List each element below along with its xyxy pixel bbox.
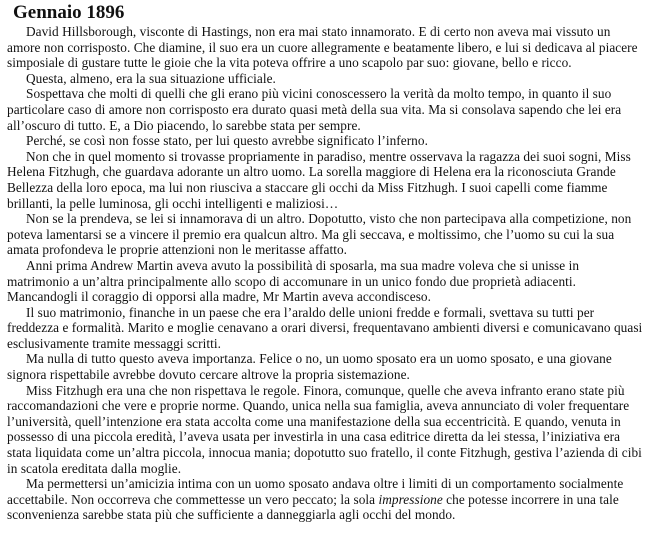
chapter-body <box>7 24 643 523</box>
paragraph <box>7 24 643 71</box>
paragraph <box>7 476 643 523</box>
paragraph <box>7 211 643 258</box>
paragraph <box>7 383 643 477</box>
paragraph-text: Miss Fitzhugh era una che non rispettava le regole. Finora, comunque, quelle che aveva infranto erano state più raccomandazioni che vere e proprie norme. Quando, unica nella sua famiglia, aveva annunciato di voler frequentare l’università, quell’intenzione era stata accolta come una manifestazione della sua eccentricità. E quando, venuta in possesso di una piccola eredità, l’aveva usata per investirla in una casa editrice diretta da lei stessa, l’iniziativa era stata liquidata come un’altra piccola, innocua mania; dopotutto suo fratello, il conte Fitzhugh, gestiva l’azienda di cibi in scatola ereditata dalla moglie. <box>7 382 642 476</box>
paragraph <box>7 133 643 149</box>
paragraph-text: Anni prima Andrew Martin aveva avuto la possibilità di sposarla, ma sua madre voleva che si unisse in matrimonio a un’altra principalmente allo scopo di accomunare in un unico fondo due proprietà adiacenti. Mancandogli il coraggio di opporsi alla madre, Mr Martin aveva accondisceso. <box>7 257 580 305</box>
paragraph-text: Ma permettersi un’amicizia intima con un uomo sposato andava oltre i limiti di un comportamento socialmente accettabile. Non occorreva che commettesse un vero peccato; la sola <box>7 476 624 507</box>
paragraph-text: che potesse incorrere in una tale sconvenienza sarebbe stata più che sufficiente a danneggiarla agli occhi del mondo. <box>7 491 619 523</box>
paragraph-text: Sospettava che molti di quelli che gli erano più vicini conoscessero la verità da molto tempo, in quanto il suo particolare caso di amore non corrisposto era durato quasi metà della sua vita. Ma si consolava sapendo che lei era all’oscuro di tutto. E, a Dio piacendo, lo sarebbe stata per sempre. <box>7 86 622 133</box>
paragraph-text: David Hillsborough, visconte di Hastings, non era mai stato innamorato. E di certo non aveva mai vissuto un amore non corrisposto. Che diamine, il suo era un cuore allegramente e beatamente libero, e lui si dedicava al piacere simposiale di gustare tutte le gioie che la vita poteva offrire a uno scapolo par suo: giovane, bello e ricco. <box>7 24 638 71</box>
paragraph-text: Perché, se così non fosse stato, per lui questo avrebbe significato l’inferno. <box>26 133 428 149</box>
paragraph <box>7 86 643 133</box>
paragraph <box>7 149 643 211</box>
paragraph <box>7 258 643 305</box>
paragraph-text: Non che in quel momento si trovasse propriamente in paradiso, mentre osservava la ragazza dei suoi sogni, Miss Helena Fitzhugh, che guardava adorante un altro uomo. La sorella maggiore di Helena era la riconosciuta Grande Bellezza della loro epoca, ma lui non riusciva a staccare gli occhi da Miss Fitzhugh. I suoi capelli come fiamme brillanti, la pelle luminosa, gli occhi intelligenti e maliziosi… <box>7 148 631 211</box>
chapter-title: Gennaio 1896 <box>13 2 125 23</box>
emphasized-word: impressione <box>378 491 443 507</box>
book-page <box>7 2 643 523</box>
paragraph <box>7 351 643 382</box>
paragraph-text: Il suo matrimonio, finanche in un paese che era l’araldo delle unioni fredde e formali, svettava su tutti per freddezza e formalità. Marito e moglie cenavano a orari diversi, frequentavano ambienti diversi e comunicavano quasi esclusivamente tramite messaggi scritti. <box>7 304 643 351</box>
paragraph-text: Non se la prendeva, se lei si innamorava di un altro. Dopotutto, visto che non partecipava alla competizione, non poteva lamentarsi se a vincere il premio era qualcun altro. Ma gli seccava, e moltissimo, che l’uomo su cui la sua amata profondeva le proprie attenzioni non le meritasse affatto. <box>7 211 632 258</box>
paragraph-text: Ma nulla di tutto questo aveva importanza. Felice o no, un uomo sposato era un uomo sposato, e una giovane signora rispettabile avrebbe dovuto cercare altrove la propria sistemazione. <box>7 351 612 383</box>
paragraph <box>7 305 643 352</box>
paragraph-text: Questa, almeno, era la sua situazione ufficiale. <box>26 70 276 86</box>
paragraph <box>7 71 643 87</box>
